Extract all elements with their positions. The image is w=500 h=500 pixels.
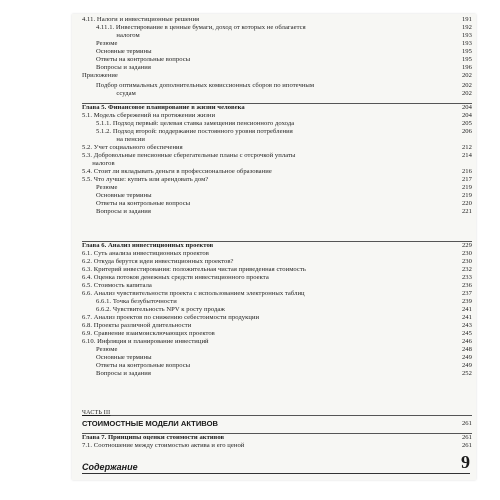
document-page [72, 14, 476, 480]
toc-entry-page: 202 [461, 72, 472, 79]
part-page-row [82, 420, 472, 428]
toc-entry-page: 221 [461, 208, 472, 215]
toc-entry-page: 191 [461, 16, 472, 23]
toc-entry-title: Ответы на контрольные вопросы [96, 362, 191, 369]
toc-entry-title: 6.1. Суть анализа инвестиционных проектов [82, 250, 209, 257]
toc-entry-title: 5.5. Что лучше: купить или арендовать дом? [82, 176, 209, 183]
toc-entry [82, 82, 472, 98]
toc-entry [82, 112, 472, 120]
toc-entry-page: 217 [461, 176, 472, 183]
toc-entry-page: 252 [461, 370, 472, 377]
toc-entry [82, 330, 472, 338]
toc-entry-title: 6.10. Инфляция и планирование инвестиций [82, 338, 209, 345]
toc-entry [82, 282, 472, 290]
toc-entry [82, 354, 472, 362]
toc-entry-title: 6.6.1. Точка безубыточности [96, 298, 177, 305]
toc-entry [82, 128, 472, 144]
toc-entry [82, 144, 472, 152]
toc-entry [82, 176, 472, 184]
toc-entry-page: 261 [461, 442, 472, 449]
page-number: 9 [461, 452, 470, 472]
toc-entry-page: 233 [461, 274, 472, 281]
toc-entry-page: 193 [461, 40, 472, 47]
toc-entry-title: 6.3. Критерий инвестирования: положительная чистая приведенная стоимость [82, 266, 306, 273]
toc-entry-page: 249 [461, 354, 472, 361]
toc-entry [82, 442, 472, 450]
toc-entry-page: 239 [461, 298, 472, 305]
toc-chapter-heading [82, 434, 472, 442]
toc-entry-title: Ответы на контрольные вопросы [96, 200, 191, 207]
toc-entry-page: 237 [461, 290, 472, 297]
toc-entry-title: 6.6. Анализ чувствительности проекта с использованием электронных таблиц [82, 290, 305, 297]
toc-entry-page: 204 [461, 112, 472, 119]
toc-entry-title: 4.11. Налоги и инвестиционные решения [82, 16, 200, 23]
toc-entry [82, 258, 472, 266]
toc-chapter-heading [82, 104, 472, 112]
toc-entry-title: Резюме [96, 40, 118, 47]
toc-entry [82, 370, 472, 378]
toc-entry-title: 6.9. Сравнение взаимоисключающих проектов [82, 330, 215, 337]
toc-entry-page: 192 193 [461, 24, 472, 39]
toc-entry-page: 230 [461, 250, 472, 257]
toc-entry-title: Основные термины [96, 192, 152, 199]
toc-entry-title: 5.2. Учет социального обеспечения [82, 144, 183, 151]
part-3-top-rule [82, 415, 472, 416]
toc-entry-title: Резюме [96, 346, 118, 353]
toc-entry-page: 241 [461, 306, 472, 313]
toc-entry [82, 208, 472, 216]
toc-entry-title: 6.6.2. Чувствительность NPV к росту продаж [96, 306, 226, 313]
toc-entry-title: 5.1.1. Подход первый: целевая ставка замещения пенсионного дохода [96, 120, 295, 127]
toc-entry-page: 230 [461, 258, 472, 265]
toc-entry-page: 195 [461, 48, 472, 55]
toc-entry [82, 200, 472, 208]
toc-entry-title: Глава 6. Анализ инвестиционных проектов [82, 242, 214, 249]
toc-entry-page: 206 [461, 128, 472, 135]
toc-entry-page: 202 202 [461, 82, 472, 97]
toc-entry-page: 243 [461, 322, 472, 329]
toc-entry-page: 219 [461, 184, 472, 191]
toc-entry-title: 6.7. Анализ проектов по снижению себестоимости продукции [82, 314, 260, 321]
toc-entry-title: 6.4. Оценка потоков денежных средств инвестиционного проекта [82, 274, 269, 281]
toc-entry-title: 5.1.2. Подход второй: поддержание постоянного уровня потребления на пенсии [96, 128, 293, 143]
toc-entry-page: 214 [461, 152, 472, 159]
toc-entry-title: Резюме [96, 184, 118, 191]
toc-entry-page: 205 [461, 120, 472, 127]
toc-entry-title: 4.11.1. Инвестирование в ценные бумаги, доход от которых не облагается налогом [96, 24, 306, 39]
toc-chapter-heading [82, 242, 472, 250]
toc-entry-title: 6.2. Откуда берутся идеи инвестиционных проектов? [82, 258, 234, 265]
toc-entry-title: Основные термины [96, 354, 152, 361]
toc-entry [82, 338, 472, 346]
part-title: СТОИМОСТНЫЕ МОДЕЛИ АКТИВОВ [82, 419, 218, 428]
toc-entry [82, 56, 472, 64]
toc-entry-title: Подбор оптимальных дополнительных комиссионных сборов по ипотечным ссудам [96, 82, 315, 97]
toc-entry-page: 248 [461, 346, 472, 353]
toc-entry-title: Вопросы и задания [96, 370, 151, 377]
toc-entry [82, 24, 472, 40]
toc-entry-title: Приложение [82, 72, 118, 79]
toc-entry-page: 219 [461, 192, 472, 199]
toc-entry [82, 274, 472, 282]
toc-entry [82, 362, 472, 370]
footer-title: Содержание [82, 462, 138, 472]
toc-entry [82, 290, 472, 298]
toc-entry [82, 306, 472, 314]
footer-rule [82, 473, 470, 474]
toc-entry-page: 245 [461, 330, 472, 337]
toc-entry [82, 298, 472, 306]
toc-entry [82, 250, 472, 258]
toc-entry [82, 266, 472, 274]
toc-entry [82, 184, 472, 192]
toc-entry-title: Вопросы и задания [96, 64, 151, 71]
toc-entry-title: 5.3. Добровольные пенсионные сберегательные планы с отсрочкой уплаты налогов [82, 152, 296, 167]
toc-entry-page: 241 [461, 314, 472, 321]
toc-entry-title: 6.5. Стоимость капитала [82, 282, 152, 289]
part-label: ЧАСТЬ III [82, 410, 111, 416]
toc-entry [82, 40, 472, 48]
toc-entry-page: 195 [461, 56, 472, 63]
toc-entry [82, 192, 472, 200]
toc-entry [82, 346, 472, 354]
toc-entry [82, 168, 472, 176]
part-page: 261 [461, 420, 472, 427]
toc-entry-title: Вопросы и задания [96, 208, 151, 215]
toc-entry-page: 261 [461, 434, 472, 441]
toc-entry-title: Ответы на контрольные вопросы [96, 56, 191, 63]
toc-entry-page: 232 [461, 266, 472, 273]
toc-entry-page: 216 [461, 168, 472, 175]
toc-entry [82, 72, 472, 80]
toc-entry-page: 212 [461, 144, 472, 151]
toc-entry [82, 322, 472, 330]
toc-entry-title: 6.8. Проекты различной длительности [82, 322, 192, 329]
toc-entry-page: 220 [461, 200, 472, 207]
toc-entry-title: Глава 5. Финансовое планирование в жизни человека [82, 104, 245, 111]
toc-entry-page: 204 [461, 104, 472, 111]
toc-entry [82, 16, 472, 24]
toc-entry-page: 249 [461, 362, 472, 369]
toc-entry [82, 314, 472, 322]
toc-entry-page: 236 [461, 282, 472, 289]
toc-entry-page: 246 [461, 338, 472, 345]
toc-entry-title: Основные термины [96, 48, 152, 55]
toc-entry-title: 7.1. Соотношение между стоимостью актива и его ценой [82, 442, 245, 449]
toc-entry [82, 64, 472, 72]
toc-entry-title: Глава 7. Принципы оценки стоимости активов [82, 434, 225, 441]
toc-entry-title: 5.1. Модель сбережений на протяжении жизни [82, 112, 216, 119]
toc-entry [82, 48, 472, 56]
toc-entry-page: 229 [461, 242, 472, 249]
toc-entry [82, 120, 472, 128]
toc-entry-title: 5.4. Стоит ли вкладывать деньги в профессиональное образование [82, 168, 272, 175]
toc-entry [82, 152, 472, 168]
toc-entry-page: 196 [461, 64, 472, 71]
